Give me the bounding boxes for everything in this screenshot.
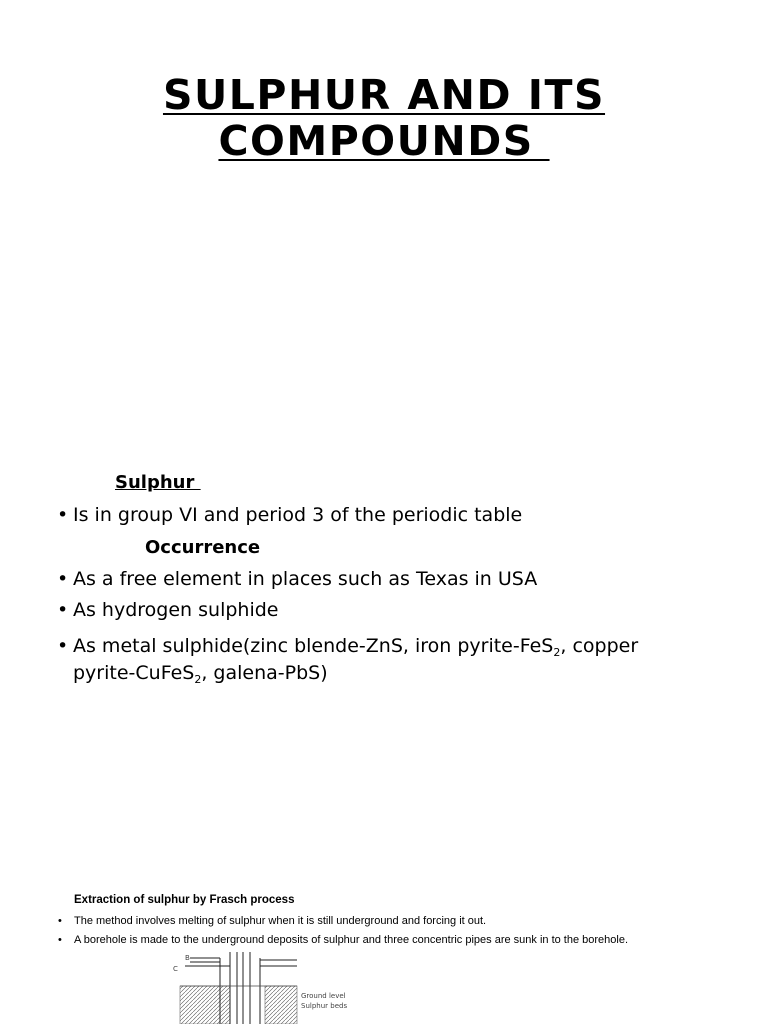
bullet-dot: • xyxy=(57,568,69,590)
list-item xyxy=(57,502,697,529)
title-line-1: SULPHUR AND ITS xyxy=(162,71,606,119)
list-item xyxy=(57,633,697,687)
metal-sulphide-text-2: , copper pyrite-CuFeS xyxy=(73,635,639,684)
bullet-dot: • xyxy=(57,504,69,526)
frasch-process-slide xyxy=(0,880,768,1024)
page-title xyxy=(0,72,768,164)
bullet-dot: • xyxy=(57,599,69,621)
bullet-dot: • xyxy=(58,934,62,946)
subscript: 2 xyxy=(194,673,202,686)
title-line-2: COMPOUNDS xyxy=(218,117,550,165)
bullet-dot: • xyxy=(58,915,62,927)
label-sulphur-beds: Sulphur beds xyxy=(301,1002,348,1010)
sulphur-heading: Sulphur xyxy=(115,472,201,493)
label-c: C xyxy=(173,965,178,973)
list-item-text: Is in group VI and period 3 of the periodic table xyxy=(73,504,523,526)
metal-sulphide-text-1: As metal sulphide(zinc blende-ZnS, iron pyrite-FeS xyxy=(73,635,554,657)
frasch-heading: Extraction of sulphur by Frasch process xyxy=(74,894,295,906)
left-sulphur-bed xyxy=(180,986,230,1024)
label-b: B xyxy=(185,954,190,962)
list-item-text: A borehole is made to the underground deposits of sulphur and three concentric pipes are sunk in to the borehole. xyxy=(74,934,629,946)
list-item-text: As hydrogen sulphide xyxy=(73,599,279,621)
right-sulphur-bed xyxy=(265,986,297,1024)
bullet-dot: • xyxy=(57,635,69,657)
frasch-pump-drawing xyxy=(165,952,405,1024)
sulphur-occurrence-slide xyxy=(0,460,768,880)
list-item-text: As a free element in places such as Texas in USA xyxy=(73,568,538,590)
subscript: 2 xyxy=(553,646,561,659)
list-item xyxy=(58,933,758,947)
list-item-text xyxy=(57,633,697,687)
label-ground-level: Ground level xyxy=(301,992,346,1000)
title-slide xyxy=(0,0,768,460)
list-item-text: The method involves melting of sulphur when it is still underground and forcing it out. xyxy=(74,915,487,927)
frasch-pump-diagram xyxy=(165,952,405,1024)
list-item xyxy=(57,597,697,624)
list-item xyxy=(58,914,758,928)
metal-sulphide-text-3: , galena-PbS) xyxy=(201,662,328,684)
list-item xyxy=(57,566,697,593)
occurrence-heading: Occurrence xyxy=(145,537,261,558)
